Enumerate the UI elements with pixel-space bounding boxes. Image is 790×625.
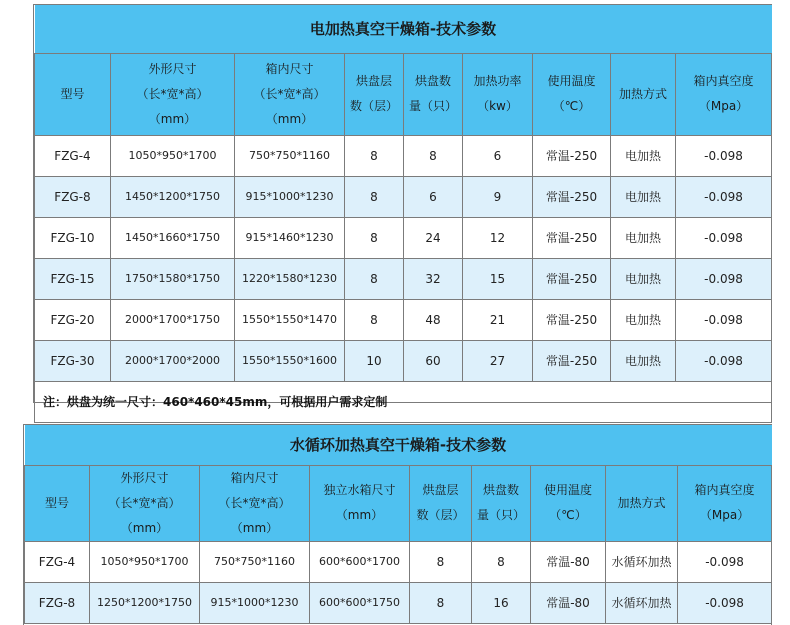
column-header-line: （长*宽*高） [108,495,181,510]
table-cell: 1550*1550*1600 [235,340,345,381]
column-header-line: 外形尺寸 [120,470,169,485]
table-cell: 6 [463,135,533,176]
column-header-line: （mm） [148,111,197,126]
column-header-line: （长*宽*高） [253,86,326,101]
header-row [25,465,772,541]
column-header-line: 加热方式 [617,495,666,510]
table-cell: 电加热 [611,217,676,258]
table-cell: 10 [345,340,404,381]
table-row [35,340,772,381]
table-cell: 2000*1700*1750 [111,299,235,340]
spec-panel-electric [33,4,772,409]
table-cell: 16 [472,582,531,623]
table-cell: 915*1000*1230 [200,582,310,623]
column-header-line: （mm） [120,520,169,535]
column-header-line: （mm） [230,520,279,535]
table-cell: 60 [404,340,463,381]
column-header [472,465,531,541]
table-cell: 电加热 [611,176,676,217]
table-row [35,176,772,217]
table-cell: 6 [404,176,463,217]
column-header [200,465,310,541]
column-header-line: （Mpa） [699,508,750,522]
column-header-line: 数（层） [416,508,465,522]
table-cell: 600*600*1750 [310,582,410,623]
table-cell: 915*1000*1230 [235,176,345,217]
table-cell: 21 [463,299,533,340]
table-cell: 8 [345,176,404,217]
table-cell: 1450*1660*1750 [111,217,235,258]
column-header [25,465,90,541]
column-header [611,53,676,135]
table-cell: -0.098 [676,258,772,299]
column-header-line: （℃） [552,99,591,113]
column-header-line: 量（只） [408,99,457,113]
column-header [531,465,606,541]
table-cell: FZG-30 [35,340,111,381]
table-cell: 水循环加热 [606,541,678,582]
header-row [35,53,772,135]
table-cell: 1050*950*1700 [90,541,200,582]
spec-table-water [24,425,772,624]
table-cell: 915*1460*1230 [235,217,345,258]
column-header-line: （mm） [335,508,384,522]
spec-panel-water [23,424,772,625]
table-cell: 48 [404,299,463,340]
table-cell: 8 [410,541,472,582]
column-header [463,53,533,135]
column-header [676,53,772,135]
column-header-line: 烘盘层 [355,74,392,88]
table-cell: -0.098 [676,340,772,381]
table-cell: 电加热 [611,135,676,176]
table-cell: FZG-4 [35,135,111,176]
table-cell: 常温-250 [533,135,611,176]
column-header-line: 箱内尺寸 [230,470,279,485]
table-cell: 8 [410,582,472,623]
column-header-line: （长*宽*高） [136,86,209,101]
spec-table-electric [34,5,772,423]
column-header-line: 箱内真空度 [693,74,754,88]
column-header [533,53,611,135]
column-header-line: （长*宽*高） [218,495,291,510]
table-cell: FZG-8 [35,176,111,217]
table-title: 水循环加热真空干燥箱-技术参数 [25,425,772,465]
column-header-line: 加热方式 [618,86,667,101]
table-title: 电加热真空干燥箱-技术参数 [35,5,772,53]
column-header-line: 独立水箱尺寸 [323,483,396,497]
column-header-line: 使用温度 [543,483,592,497]
column-header [404,53,463,135]
table-cell: 1550*1550*1470 [235,299,345,340]
column-header [410,465,472,541]
table-cell: 12 [463,217,533,258]
table-note: 注：烘盘为统一尺寸：460*460*45mm，可根据用户需求定制 [43,394,388,409]
column-header-line: 数（层） [349,99,398,113]
column-header [345,53,404,135]
column-header-line: （℃） [549,508,587,522]
column-header [111,53,235,135]
table-row [35,135,772,176]
table-cell: -0.098 [678,541,772,582]
table-cell: -0.098 [676,135,772,176]
column-header-line: 使用温度 [547,74,596,88]
table-cell: 1250*1200*1750 [90,582,200,623]
table-cell: -0.098 [676,176,772,217]
column-header-line: 加热功率 [473,74,522,88]
column-header [235,53,345,135]
column-header [310,465,410,541]
table-cell: 常温-250 [533,217,611,258]
table-cell: 8 [345,135,404,176]
table-cell: 600*600*1700 [310,541,410,582]
table-cell: FZG-15 [35,258,111,299]
column-header-line: 量（只） [476,508,525,522]
table-cell: 电加热 [611,258,676,299]
table-cell: 27 [463,340,533,381]
table-row [25,582,772,623]
column-header-line: 外形尺寸 [148,61,197,76]
table-cell: 9 [463,176,533,217]
table-cell: 水循环加热 [606,582,678,623]
table-row [35,299,772,340]
column-header-line: 型号 [60,86,85,101]
column-header-line: 型号 [44,495,69,510]
table-cell: FZG-20 [35,299,111,340]
table-cell: 750*750*1160 [200,541,310,582]
table-cell: 15 [463,258,533,299]
column-header [90,465,200,541]
table-cell: FZG-8 [25,582,90,623]
column-header [678,465,772,541]
column-header [35,53,111,135]
table-cell: 常温-250 [533,258,611,299]
table-cell: 常温-250 [533,340,611,381]
table-cell: 24 [404,217,463,258]
table-cell: 电加热 [611,299,676,340]
column-header-line: 烘盘层 [422,483,459,497]
table-cell: 8 [345,217,404,258]
column-header-line: （Mpa） [698,99,749,113]
table-cell: 常温-80 [531,541,606,582]
table-cell: 常温-250 [533,299,611,340]
table-cell: -0.098 [678,582,772,623]
table-row [35,258,772,299]
table-cell: FZG-4 [25,541,90,582]
table-cell: 8 [345,299,404,340]
table-cell: 8 [345,258,404,299]
table-cell: -0.098 [676,217,772,258]
table-cell: 常温-80 [531,582,606,623]
column-header-line: 箱内真空度 [694,483,755,497]
column-header-line: 烘盘数 [482,483,519,497]
table-cell: 1220*1580*1230 [235,258,345,299]
table-cell: 32 [404,258,463,299]
table-cell: 750*750*1160 [235,135,345,176]
table-cell: 电加热 [611,340,676,381]
table-cell: 常温-250 [533,176,611,217]
table-row [25,541,772,582]
table-cell: -0.098 [676,299,772,340]
table-cell: 2000*1700*2000 [111,340,235,381]
table-cell: FZG-10 [35,217,111,258]
table-cell: 1750*1580*1750 [111,258,235,299]
column-header [606,465,678,541]
column-header-line: （mm） [265,111,314,126]
table-cell: 1050*950*1700 [111,135,235,176]
column-header-line: 烘盘数 [414,74,451,88]
column-header-line: 箱内尺寸 [265,61,314,76]
table-row [35,217,772,258]
table-cell: 1450*1200*1750 [111,176,235,217]
column-header-line: （kw） [477,99,518,113]
table-cell: 8 [404,135,463,176]
note-cell [35,381,772,422]
table-cell: 8 [472,541,531,582]
